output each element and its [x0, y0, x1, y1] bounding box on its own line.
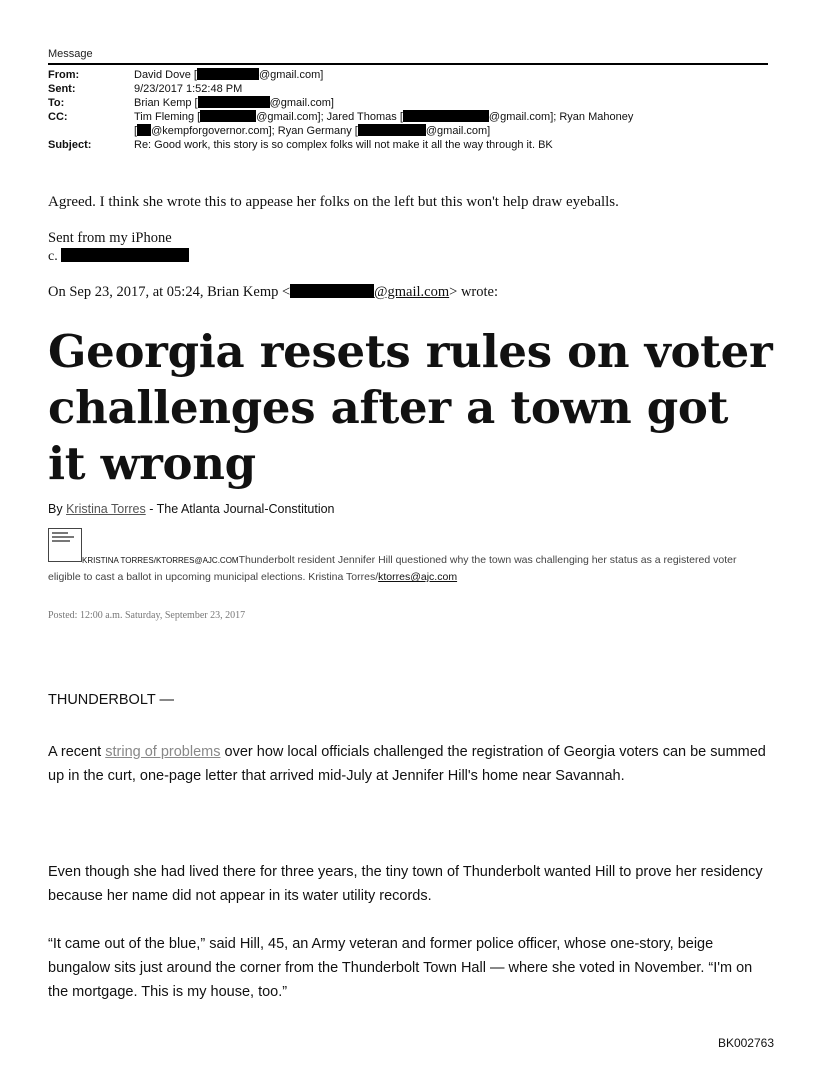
from-label: From: — [48, 69, 80, 81]
redaction-box — [358, 124, 426, 136]
photo-credit: KRISTINA TORRES/KTORRES@AJC.COM — [82, 556, 239, 565]
cc-label: CC: — [48, 111, 68, 123]
from-row — [48, 68, 768, 82]
redaction-box — [200, 110, 256, 122]
sent-value: 9/23/2017 1:52:48 PM — [134, 83, 243, 95]
header-divider — [48, 63, 768, 65]
to-row — [48, 96, 768, 110]
sent-row — [48, 82, 768, 96]
quoted-intro — [48, 284, 498, 301]
author-link[interactable]: Kristina Torres — [66, 502, 146, 516]
cc-row — [48, 110, 768, 138]
cc-tim: Tim Fleming [ — [134, 111, 201, 123]
subject-value: Re: Good work, this story is so complex folks will not make it all the way through it. BK — [134, 139, 553, 151]
paragraph-2: Even though she had lived there for three years, the tiny town of Thunderbolt wanted Hill to prove her residency because her name did not appear in its water utility records. — [48, 864, 763, 904]
caption-text: Thunderbolt resident Jennifer Hill questioned why the town was challenging her status as a registered voter eligible to cast a ballot in upcoming municipal elections. Kristina Torres/ — [48, 554, 737, 583]
dateline: THUNDERBOLT — — [48, 692, 174, 708]
reply-text: Agreed. I think she wrote this to appease her folks on the left but this won't help draw eyeballs. — [48, 194, 619, 210]
string-of-problems-link[interactable]: string of problems — [105, 744, 221, 760]
redaction-box — [198, 96, 270, 108]
caption-email-link[interactable]: ktorres@ajc.com — [378, 571, 458, 583]
cc-open-bracket: [ — [134, 125, 138, 137]
sent-from-line: Sent from my iPhone — [48, 230, 172, 246]
redaction-box — [197, 68, 259, 80]
to-name: Brian Kemp [ — [134, 97, 198, 109]
redaction-box — [61, 248, 189, 262]
publication-name: - The Atlanta Journal-Constitution — [145, 502, 335, 516]
quoted-intro-suffix: > wrote: — [449, 284, 498, 300]
paragraph-1: A recent string of problems over how local officials challenged the registration of Georgia voters can be summed up in the curt, one-page letter that arrived mid-July at Jennifer Hill's home near Savannah. — [48, 744, 766, 784]
cc-kemp-domain: @kempforgovernor.com]; Ryan Germany [ — [151, 125, 358, 137]
byline-by: By — [48, 502, 67, 516]
redaction-box — [137, 124, 151, 136]
to-label: To: — [48, 97, 65, 109]
cc-tim-domain: @gmail.com]; Jared Thomas [ — [256, 111, 403, 123]
redaction-box — [403, 110, 489, 122]
quoted-email-link[interactable]: @gmail.com — [374, 284, 450, 300]
photo-caption — [48, 552, 760, 586]
to-domain: @gmail.com] — [269, 97, 334, 109]
posted-timestamp: Posted: 12:00 a.m. Saturday, September 23, 2017 — [48, 610, 246, 621]
from-name: David Dove [ — [134, 69, 197, 81]
cc-jared-domain: @gmail.com]; Ryan Mahoney — [488, 111, 634, 123]
bates-number: BK002763 — [717, 1036, 774, 1050]
email-header — [48, 68, 768, 152]
article-headline: Georgia resets rules on voter challenges after a town got it wrong — [48, 325, 773, 490]
signature-prefix: c. — [48, 249, 58, 264]
cc-germany-domain: @gmail.com] — [425, 125, 491, 137]
byline — [48, 502, 335, 516]
from-domain: @gmail.com] — [258, 69, 324, 81]
message-label: Message — [48, 48, 93, 60]
subject-row — [48, 138, 768, 152]
redaction-box — [290, 284, 374, 298]
signature-line — [48, 248, 189, 265]
quoted-intro-prefix: On Sep 23, 2017, at 05:24, Brian Kemp < — [48, 284, 291, 300]
paragraph-3: “It came out of the blue,” said Hill, 45, an Army veteran and former police officer, whose one-story, beige bungalow sits just around the corner from the Thunderbolt Town Hall — where she voted in November. “I'm on the mortgage. This is my house, too.” — [48, 936, 753, 1000]
sent-label: Sent: — [48, 83, 76, 95]
subject-label: Subject: — [48, 139, 92, 151]
